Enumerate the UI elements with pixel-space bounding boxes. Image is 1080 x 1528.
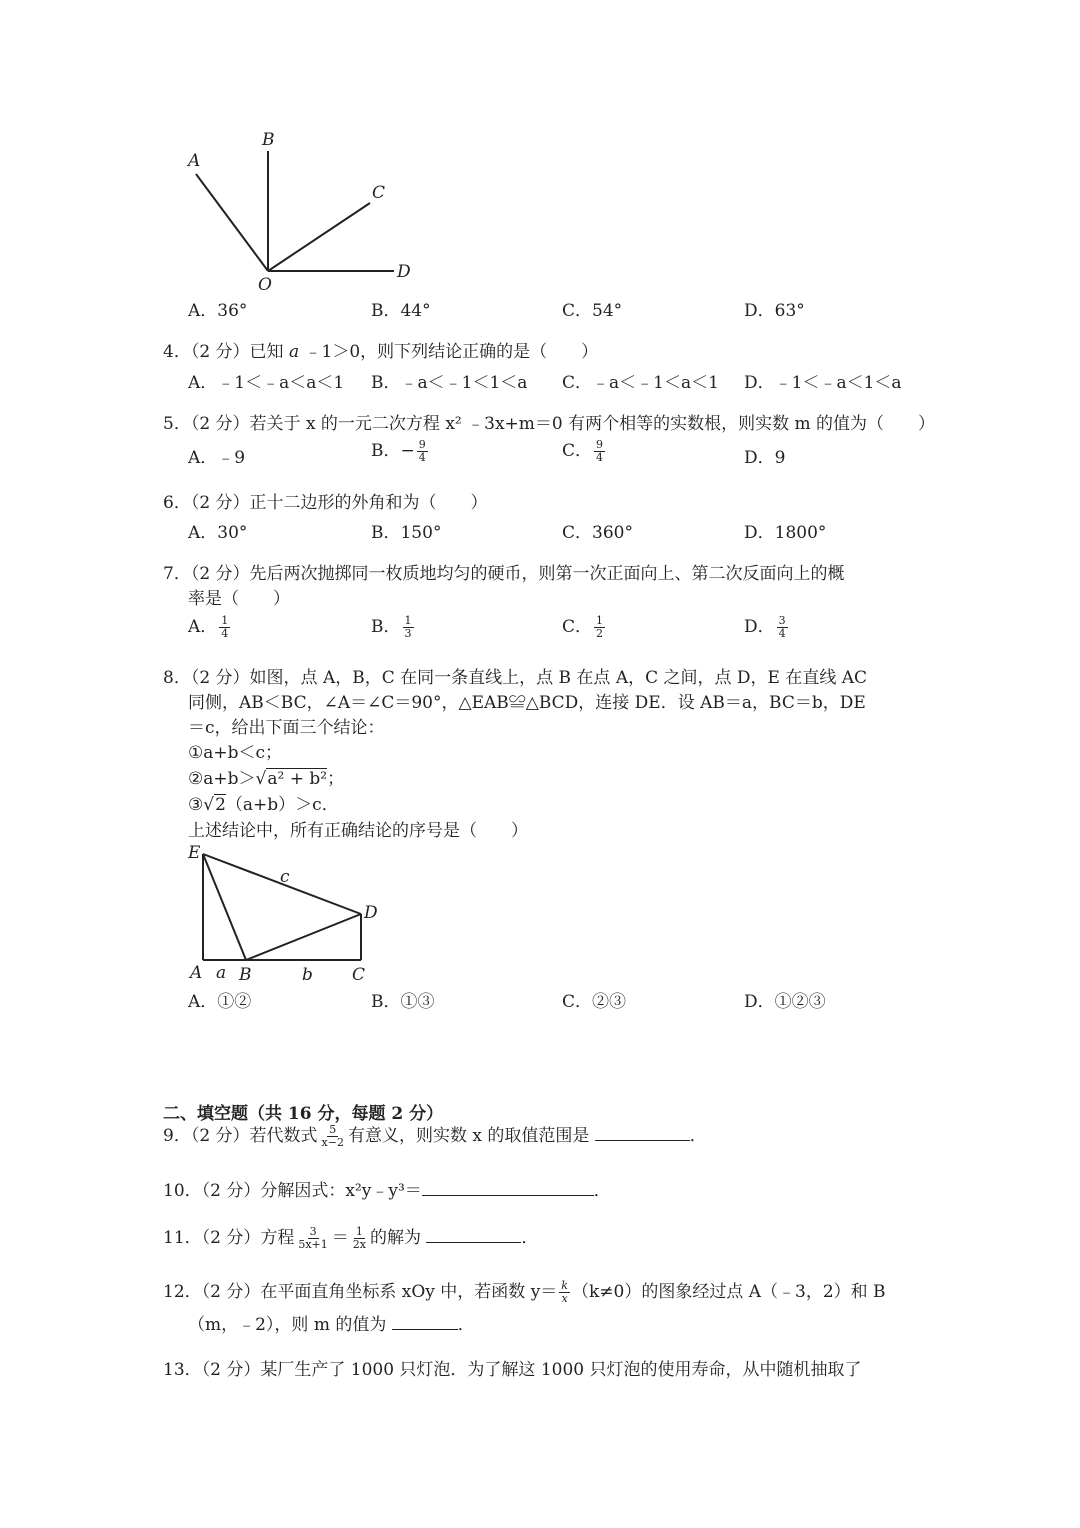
conclusion-2-prefix: ②a+b＞	[188, 769, 256, 789]
q9-fraction	[320, 1124, 346, 1149]
q4-stem-prefix: 4．（2 分）已知	[163, 342, 289, 362]
q5-option-b-prefix: B．−	[371, 441, 415, 461]
q5-option-a: A．﹣9	[188, 448, 246, 468]
fraction-denominator: 4	[778, 627, 786, 640]
q4-option-b: B．﹣a＜﹣1＜1＜a	[371, 373, 528, 393]
label-o: O	[258, 275, 272, 295]
fraction-denominator: 3	[404, 627, 412, 640]
option-letter: D．	[744, 617, 775, 637]
label-c-side: c	[280, 867, 290, 887]
q6-option-b: B．150°	[371, 523, 442, 543]
q7-option-d	[744, 612, 790, 640]
fraction-numerator: 1	[355, 1225, 363, 1238]
conclusion-3-radicand: 2	[215, 795, 226, 815]
conclusion-3-prefix: ③	[188, 795, 204, 815]
fraction-numerator: 5	[329, 1123, 337, 1136]
q9-end: ．	[689, 1126, 707, 1146]
fraction-numerator: k	[561, 1279, 568, 1292]
q6-option-c: C．360°	[562, 523, 633, 543]
q13-stem: 13．（2 分）某厂生产了 1000 只灯泡．为了解这 1000 只灯泡的使用寿命，从中随机抽取了	[163, 1360, 862, 1380]
conclusion-2-suffix: ；	[327, 769, 345, 789]
fraction-denominator: 4	[596, 451, 604, 464]
section-2-title: 二、填空题（共 16 分，每题 2 分）	[163, 1104, 444, 1124]
q8-question-line: 上述结论中，所有正确结论的序号是（ ）	[188, 821, 528, 841]
q5-option-c-prefix: C．	[562, 441, 593, 461]
q10-answer-blank[interactable]	[422, 1179, 594, 1196]
ray-oc	[268, 203, 370, 271]
q11-fraction-left	[296, 1226, 329, 1251]
q8-option-c: C．②③	[562, 992, 627, 1012]
q8-conclusion-1: ①a+b＜c；	[188, 743, 283, 763]
q4-stem	[163, 341, 598, 363]
label-d: D	[364, 903, 378, 923]
ray-oa	[196, 174, 268, 271]
q7-stem-line2: 率是（ ）	[188, 589, 290, 609]
q4-stem-suffix: ﹣1＞0，则下列结论正确的是（ ）	[299, 342, 599, 362]
fraction-numerator: 1	[404, 614, 412, 627]
fraction-denominator: 2x	[352, 1238, 366, 1251]
fraction-denominator: x−2	[321, 1136, 344, 1149]
fraction-numerator: 1	[221, 614, 229, 627]
q9	[163, 1124, 707, 1149]
q6-stem: 6．（2 分）正十二边形的外角和为（ ）	[163, 493, 488, 513]
q7-option-a	[188, 612, 232, 640]
q11-fraction-right	[351, 1226, 368, 1251]
fraction-numerator: 3	[778, 614, 786, 627]
q4-option-a: A．﹣1＜﹣a＜a＜1	[188, 373, 345, 393]
angle-figure	[180, 125, 430, 295]
segment-bd	[246, 914, 361, 960]
q12-end: ．	[457, 1315, 475, 1335]
segment-eb	[203, 854, 246, 960]
fraction-numerator: 3	[309, 1225, 317, 1238]
q7-option-b-fraction	[403, 615, 414, 640]
conclusion-2-radicand: a² + b²	[267, 769, 328, 789]
q7-stem-line1: 7．（2 分）先后两次抛掷同一枚质地均匀的硬币，则第一次正面向上、第二次反面向上的概	[163, 564, 845, 584]
q3-option-a: A．36°	[188, 301, 248, 321]
q7-option-d-fraction	[777, 615, 788, 640]
q5-option-b-fraction	[417, 439, 428, 464]
q7-option-c-fraction	[594, 615, 605, 640]
q11-end: ．	[521, 1228, 539, 1248]
fraction-denominator: 2	[596, 627, 604, 640]
sqrt-sign: √	[203, 795, 215, 815]
q10	[163, 1179, 611, 1202]
sqrt-sign: √	[255, 769, 267, 789]
q8-conclusion-2	[188, 768, 344, 790]
q5-option-d: D．9	[744, 448, 786, 468]
q10-prefix: 10．（2 分）分解因式：x²y﹣y³＝	[163, 1181, 422, 1201]
q7-option-b	[371, 612, 416, 640]
label-d: D	[397, 262, 411, 282]
label-c: C	[352, 965, 366, 985]
q12-prefix: 12．（2 分）在平面直角坐标系 xOy 中，若函数 y＝	[163, 1282, 558, 1302]
q4-option-c: C．﹣a＜﹣1＜a＜1	[562, 373, 719, 393]
q12-answer-blank[interactable]	[392, 1313, 458, 1330]
q3-option-c: C．54°	[562, 301, 623, 321]
option-letter: B．	[371, 617, 401, 637]
q11	[163, 1226, 538, 1251]
q8-option-b: B．①③	[371, 992, 435, 1012]
q5-option-c	[562, 436, 607, 464]
label-b: B	[262, 130, 275, 150]
fraction-denominator: 4	[221, 627, 229, 640]
q12-line2-text: （m，﹣2），则 m 的值为	[188, 1315, 387, 1335]
q10-end: ．	[593, 1181, 611, 1201]
q5-option-b	[371, 436, 430, 464]
trapezoid-figure	[180, 838, 400, 988]
q6-option-a: A．30°	[188, 523, 248, 543]
q9-prefix: 9．（2 分）若代数式	[163, 1126, 318, 1146]
label-b: B	[239, 965, 252, 985]
q11-suffix: 的解为	[369, 1228, 421, 1248]
q6-option-d: D．1800°	[744, 523, 827, 543]
q9-answer-blank[interactable]	[595, 1124, 690, 1141]
label-b-side: b	[302, 965, 313, 985]
q11-answer-blank[interactable]	[426, 1226, 521, 1243]
q12-suffix: （k≠0）的图象经过点 A（﹣3，2）和 B	[571, 1282, 886, 1302]
q5-option-c-fraction	[594, 439, 605, 464]
q11-equals: ＝	[331, 1228, 349, 1248]
q9-suffix: 有意义，则实数 x 的取值范围是	[347, 1126, 590, 1146]
conclusion-3-suffix: （a+b）＞c．	[225, 795, 339, 815]
q8-option-a: A．①②	[188, 992, 252, 1012]
fraction-numerator: 9	[418, 438, 426, 451]
q3-option-d: D．63°	[744, 301, 805, 321]
q8-line3: ＝c，给出下面三个结论：	[188, 718, 385, 738]
q7-option-a-fraction	[219, 615, 230, 640]
q8-line2: 同侧，AB＜BC，∠A＝∠C＝90°，△EAB≌△BCD，连接 DE．设 AB＝a，BC＝b，DE	[188, 693, 866, 713]
label-a-side: a	[216, 963, 227, 983]
fraction-denominator: 4	[418, 451, 426, 464]
q8-option-d: D．①②③	[744, 992, 826, 1012]
label-e: E	[188, 843, 201, 863]
q7-option-c	[562, 612, 607, 640]
label-c: C	[372, 183, 386, 203]
option-letter: C．	[562, 617, 593, 637]
q11-prefix: 11．（2 分）方程	[163, 1228, 295, 1248]
q8-line1: 8．（2 分）如图，点 A，B，C 在同一条直线上，点 B 在点 A，C 之间，点 D，E 在直线 AC	[163, 668, 868, 688]
option-letter: A．	[188, 617, 218, 637]
label-a: A	[188, 151, 201, 171]
q12-line1	[163, 1280, 886, 1305]
q5-stem: 5．（2 分）若关于 x 的一元二次方程 x² ﹣3x+m＝0 有两个相等的实数根，则实数 m 的值为（ ）	[163, 414, 936, 434]
q12-fraction	[559, 1280, 570, 1305]
fraction-numerator: 1	[596, 614, 604, 627]
fraction-denominator: x	[561, 1292, 568, 1305]
fraction-numerator: 9	[596, 438, 604, 451]
q8-conclusion-3	[188, 794, 339, 816]
q4-option-d: D．﹣1＜﹣a＜1＜a	[744, 373, 902, 393]
label-a: A	[190, 963, 203, 983]
q3-option-b: B．44°	[371, 301, 431, 321]
fraction-denominator: 5x+1	[298, 1238, 328, 1251]
q4-stem-expr: a	[288, 342, 300, 362]
q12-line2	[188, 1313, 475, 1336]
